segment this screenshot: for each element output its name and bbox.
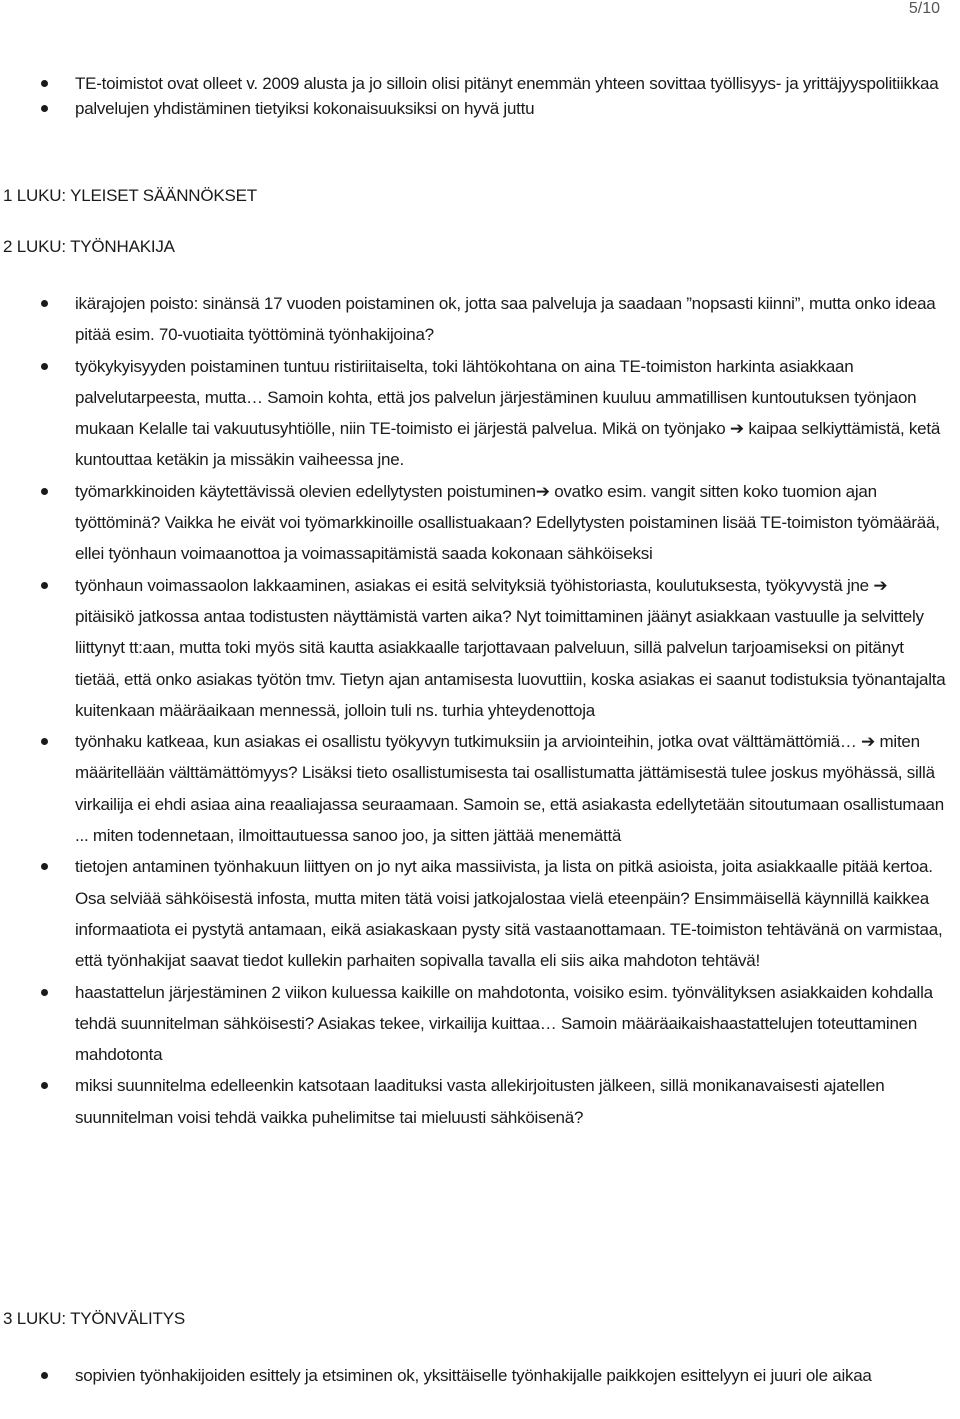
list-item: työkykyisyyden poistaminen tuntuu ristiriitaiselta, toki lähtökohtana on aina TE-toimiston harkinta asiakkaan palvelutarpeesta, mutta… Samoin kohta, että jos palvelun järjestäminen kuuluu ammatillisen kuntoutuksen työnjaon mukaan Kelalle tai vakuutusyhtiölle, niin TE-toimisto ei järjestä palvelua. Mikä on työnjako ➔ kaipaa selkiyttämistä, ketä kuntouttaa ketäkin ja missäkin vaiheessa jne. xyxy=(0,351,960,476)
list-item: TE-toimistot ovat olleet v. 2009 alusta ja jo silloin olisi pitänyt enemmän yhteen sovittaa työllisyys- ja yrittäjyyspolitiikkaa xyxy=(0,71,960,96)
section-heading-2: 2 LUKU: TYÖNHAKIJA xyxy=(3,237,175,256)
list-item: sopivien työnhakijoiden esittely ja etsiminen ok, yksittäiselle työnhakijalle paikkojen esittelyyn ei juuri ole aikaa xyxy=(0,1360,960,1391)
section-2-list xyxy=(0,288,960,1133)
list-item: työnhaun voimassaolon lakkaaminen, asiakas ei esitä selvityksiä työhistoriasta, koulutuksesta, työkyvystä jne ➔ pitäisikö jatkossa antaa todistusten näyttämistä varten aika? Nyt toimittaminen jäänyt asiakkaan vastuulle ja selvittely liittynyt tt:aan, mutta toki myös sitä kautta asiakkaalle tarjottavaan palveluun, sillä palvelun tarjoamiseksi on pitänyt tietää, että onko asiakas työtön tmv. Tietyn ajan antamisesta luovuttiin, koska asiakas ei saanut todistuksia työnantajalta kuitenkaan määräaikaan mennessä, jolloin tuli ns. turhia yhteydenottoja xyxy=(0,570,960,726)
list-item: työnhaku katkeaa, kun asiakas ei osallistu työkyvyn tutkimuksiin ja arviointeihin, jotka ovat välttämättömiä… ➔ miten määritellään välttämättömyys? Lisäksi tieto osallistumisesta tai osallistumatta jättämisestä tulee joskus myöhässä, sillä virkailija ei ehdi asiaa aina reaaliajassa seuraamaan. Samoin se, että asiakasta edellytetään sitoutumaan osallistumaan ... miten todennetaan, ilmoittautuessa sanoo joo, ja sitten jättää menemättä xyxy=(0,726,960,851)
list-item: ikärajojen poisto: sinänsä 17 vuoden poistaminen ok, jotta saa palveluja ja saadaan ”nopsasti kiinni”, mutta onko ideaa pitää esim. 70-vuotiaita työttöminä työnhakijoina? xyxy=(0,288,960,351)
list-item: haastattelun järjestäminen 2 viikon kuluessa kaikille on mahdotonta, voisiko esim. työnvälityksen asiakkaiden kohdalla tehdä suunnitelman sähköisesti? Asiakas tekee, virkailija kuittaa… Samoin määräaikaishaastattelujen toteuttaminen mahdotonta xyxy=(0,977,960,1071)
section-3-list xyxy=(0,1360,960,1391)
page-number: 5/10 xyxy=(908,0,940,17)
list-item: miksi suunnitelma edelleenkin katsotaan laadituksi vasta allekirjoitusten jälkeen, sillä monikanavaisesti ajatellen suunnitelman voisi tehdä vaikka puhelimitse tai mieluusti sähköisenä? xyxy=(0,1070,960,1133)
section-heading-3: 3 LUKU: TYÖNVÄLITYS xyxy=(3,1309,186,1328)
intro-list xyxy=(0,71,960,121)
list-item: palvelujen yhdistäminen tietyiksi kokonaisuuksiksi on hyvä juttu xyxy=(0,96,960,121)
list-item: työmarkkinoiden käytettävissä olevien edellytysten poistuminen➔ ovatko esim. vangit sitten koko tuomion ajan työttöminä? Vaikka he eivät voi työmarkkinoille osallistuakaan? Edellytysten poistaminen lisää TE-toimiston työmäärää, ellei työnhaun voimaanottoa ja voimassapitämistä saada kokonaan sähköiseksi xyxy=(0,476,960,570)
list-item: tietojen antaminen työnhakuun liittyen on jo nyt aika massiivista, ja lista on pitkä asioista, joita asiakkaalle pitää kertoa. Osa selviää sähköisestä infosta, mutta miten tätä voisi jatkojalostaa vielä eteenpäin? Ensimmäisellä käynnillä kaikkea informaatiota ei pystytä antamaan, eikä asiakaskaan pysty sitä vastaanottamaan. TE-toimiston tehtävänä on varmistaa, että työnhakijat saavat tiedot kullekin parhaiten sopivalla tavalla eli siis aika mahdoton tehtävä! xyxy=(0,851,960,976)
section-heading-1: 1 LUKU: YLEISET SÄÄNNÖKSET xyxy=(3,186,257,205)
